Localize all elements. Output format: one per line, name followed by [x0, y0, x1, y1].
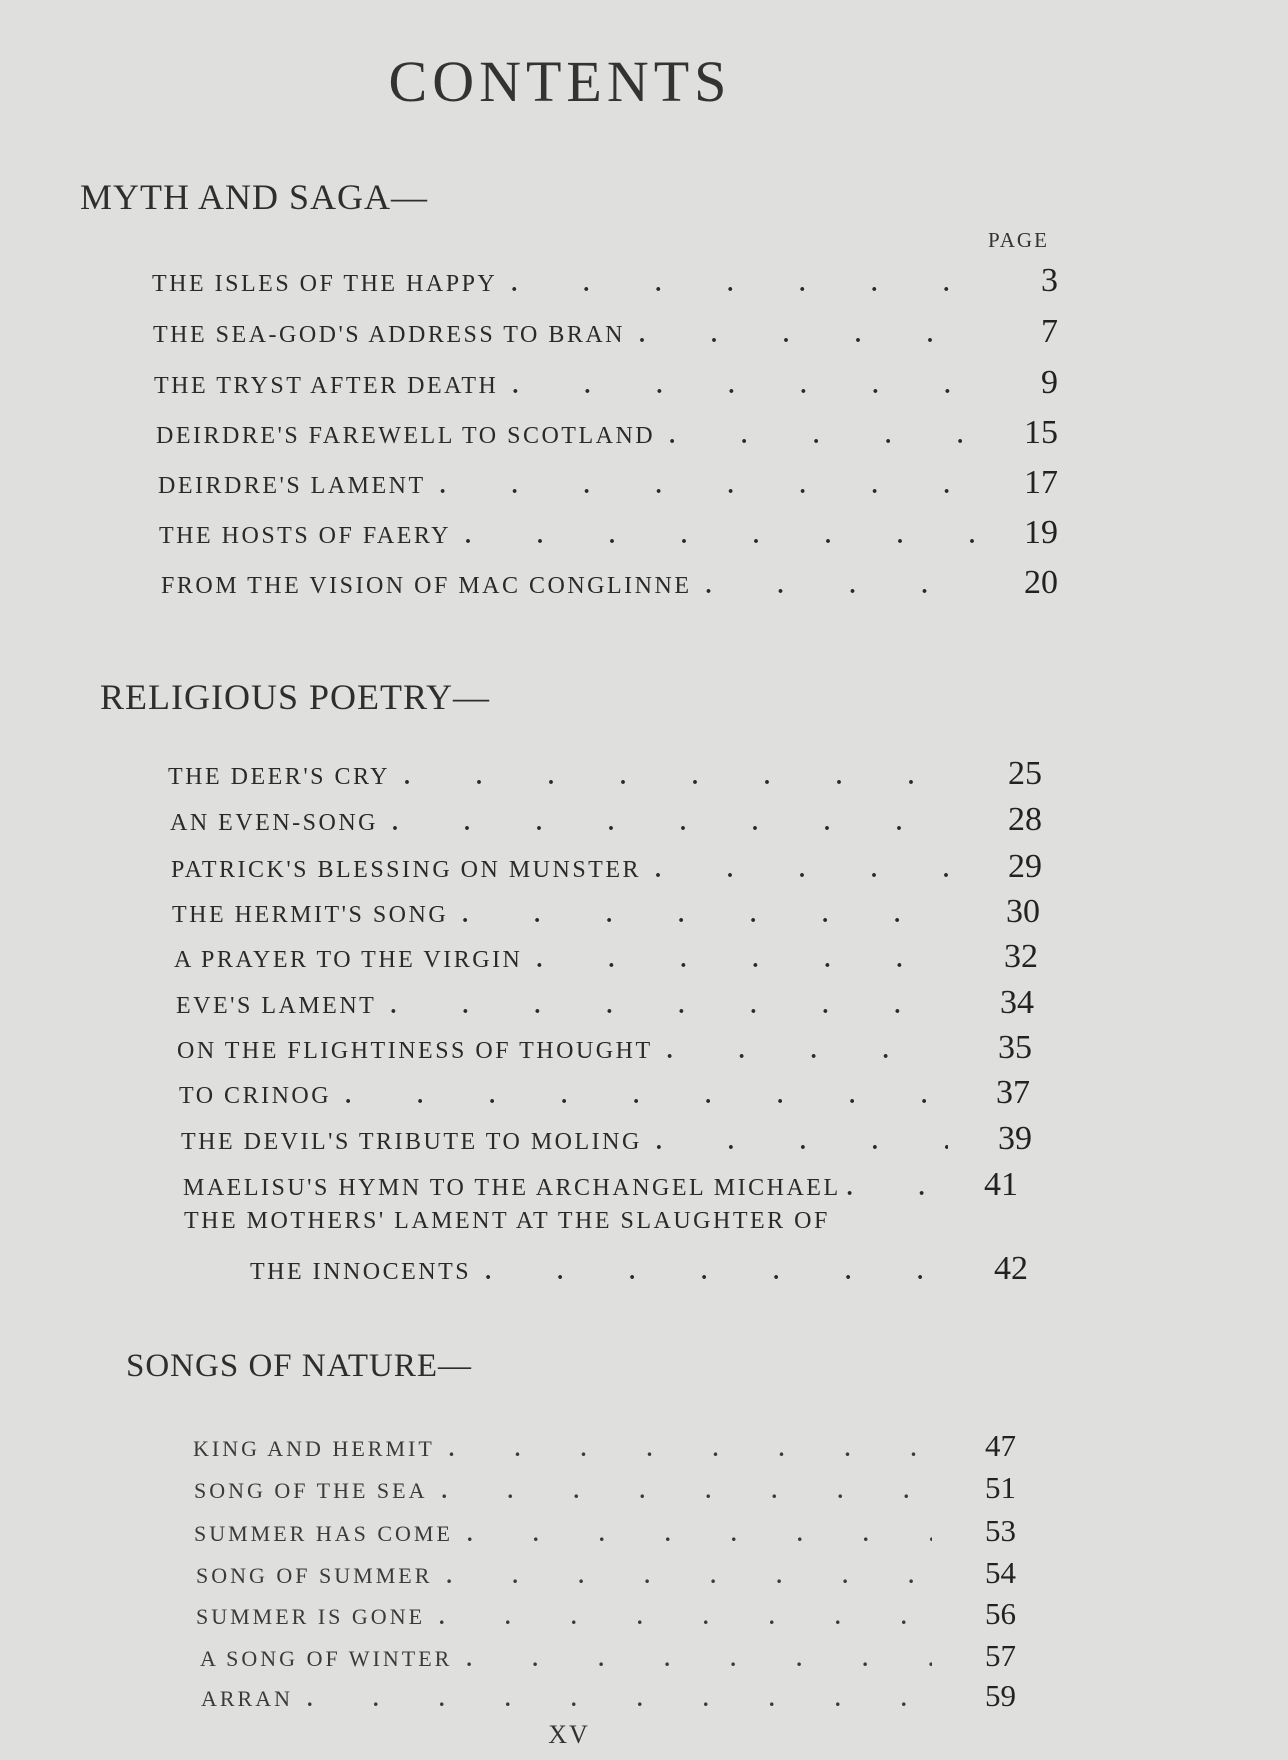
toc-entry[interactable]	[250, 1250, 1028, 1288]
entry-page: 42	[994, 1250, 1028, 1287]
section-heading-myth-and-saga: MYTH AND SAGA—	[80, 177, 429, 217]
dot-leader	[485, 1259, 944, 1286]
dot-leader	[656, 1129, 948, 1156]
entry-page: 7	[1041, 313, 1058, 350]
toc-entry[interactable]	[156, 414, 1058, 452]
toc-entry[interactable]	[153, 313, 1058, 351]
entry-title: A SONG OF WINTER	[200, 1646, 453, 1671]
toc-entry[interactable]	[179, 1074, 1030, 1112]
entry-title: PATRICK'S BLESSING ON MUNSTER	[171, 857, 642, 883]
entry-title-line-2: THE INNOCENTS	[250, 1259, 472, 1285]
dot-leader	[307, 1686, 932, 1712]
entry-page: 3	[1041, 262, 1058, 299]
entry-page: 47	[985, 1428, 1016, 1463]
entry-page: 19	[1024, 514, 1058, 551]
toc-entry[interactable]	[177, 1029, 1032, 1067]
entry-title: FROM THE VISION OF MAC CONGLINNE	[161, 573, 692, 599]
entry-title: THE DEER'S CRY	[168, 764, 391, 790]
entry-page: 34	[1000, 984, 1034, 1021]
dot-leader	[392, 810, 958, 837]
entry-title: SONG OF SUMMER	[196, 1563, 433, 1588]
entry-title: DEIRDRE'S FAREWELL TO SCOTLAND	[156, 423, 656, 449]
section-heading-religious-poetry: RELIGIOUS POETRY—	[100, 677, 491, 717]
entry-title: THE SEA-GOD'S ADDRESS TO BRAN	[153, 322, 625, 348]
entry-page: 29	[1008, 848, 1042, 885]
entry-title: SUMMER IS GONE	[196, 1604, 426, 1629]
dot-leader	[639, 322, 974, 349]
dot-leader	[512, 373, 974, 400]
entry-title: MAELISU'S HYMN TO THE ARCHANGEL MICHAEL	[183, 1175, 841, 1201]
page-title: CONTENTS	[388, 49, 732, 114]
toc-entry[interactable]	[183, 1166, 1018, 1204]
dot-leader	[466, 1646, 932, 1672]
dot-leader	[345, 1083, 946, 1110]
page-column-label: PAGE	[988, 228, 1049, 252]
entry-title: ARRAN	[201, 1686, 294, 1711]
dot-leader	[439, 1604, 932, 1630]
dot-leader	[441, 1478, 932, 1504]
entry-page: 54	[985, 1555, 1016, 1590]
toc-entry[interactable]	[168, 755, 1042, 793]
dot-leader	[390, 993, 950, 1020]
entry-title: ON THE FLIGHTINESS OF THOUGHT	[177, 1038, 653, 1064]
entry-title: A PRAYER TO THE VIRGIN	[174, 947, 523, 973]
entry-page: 25	[1008, 755, 1042, 792]
entry-page: 39	[998, 1120, 1032, 1157]
entry-page: 20	[1024, 564, 1058, 601]
entry-title: AN EVEN-SONG	[170, 810, 378, 836]
toc-entry[interactable]	[174, 938, 1038, 976]
toc-entry[interactable]	[193, 1428, 1016, 1464]
toc-entry[interactable]	[196, 1596, 1016, 1632]
dot-leader	[467, 1521, 932, 1547]
entry-title: SONG OF THE SEA	[194, 1478, 428, 1503]
entry-page: 59	[985, 1678, 1016, 1713]
entry-page: 37	[996, 1074, 1030, 1111]
toc-entry[interactable]	[171, 848, 1042, 886]
entry-title: THE TRYST AFTER DEATH	[154, 373, 499, 399]
entry-page: 57	[985, 1638, 1016, 1673]
dot-leader	[446, 1563, 932, 1589]
toc-entry[interactable]	[194, 1513, 1016, 1549]
dot-leader	[669, 423, 974, 450]
entry-title: TO CRINOG	[179, 1083, 332, 1109]
entry-title: EVE'S LAMENT	[176, 993, 377, 1019]
toc-entry[interactable]	[200, 1638, 1016, 1674]
toc-entry[interactable]	[176, 984, 1034, 1022]
toc-entry[interactable]	[161, 564, 1058, 602]
dot-leader	[847, 1175, 942, 1202]
dot-leader	[705, 573, 974, 600]
toc-entry[interactable]	[194, 1470, 1016, 1506]
dot-leader	[440, 473, 974, 500]
page-folio: XV	[548, 1720, 590, 1749]
entry-page: 51	[985, 1470, 1016, 1505]
entry-page: 28	[1008, 801, 1042, 838]
entry-title: THE HERMIT'S SONG	[172, 902, 449, 928]
entry-title: THE HOSTS OF FAERY	[159, 523, 451, 549]
entry-title: DEIRDRE'S LAMENT	[158, 473, 426, 499]
entry-title: SUMMER HAS COME	[194, 1521, 453, 1546]
toc-entry[interactable]	[181, 1120, 1032, 1158]
entry-page: 41	[984, 1166, 1018, 1203]
entry-page: 15	[1024, 414, 1058, 451]
entry-title: THE DEVIL'S TRIBUTE TO MOLING	[181, 1129, 642, 1155]
toc-entry[interactable]	[172, 893, 1040, 931]
entry-page: 30	[1006, 893, 1040, 930]
section-heading-songs-of-nature: SONGS OF NATURE—	[126, 1348, 473, 1384]
entry-title: KING AND HERMIT	[193, 1436, 435, 1461]
toc-entry[interactable]	[201, 1678, 1016, 1714]
dot-leader	[449, 1436, 932, 1462]
toc-entry[interactable]	[158, 464, 1058, 502]
entry-page: 53	[985, 1513, 1016, 1548]
entry-page: 32	[1004, 938, 1038, 975]
dot-leader	[655, 857, 958, 884]
toc-entry[interactable]	[196, 1555, 1016, 1591]
entry-page: 17	[1024, 464, 1058, 501]
toc-entry[interactable]	[152, 262, 1058, 300]
toc-entry[interactable]	[154, 364, 1058, 402]
toc-entry[interactable]	[159, 514, 1058, 552]
dot-leader	[465, 523, 974, 550]
dot-leader	[536, 947, 954, 974]
entry-title-line-1[interactable]: THE MOTHERS' LAMENT AT THE SLAUGHTER OF	[184, 1208, 830, 1234]
dot-leader	[511, 271, 974, 298]
dot-leader	[462, 902, 956, 929]
toc-entry[interactable]	[170, 801, 1042, 839]
dot-leader	[404, 764, 958, 791]
entry-page: 56	[985, 1596, 1016, 1631]
entry-page: 9	[1041, 364, 1058, 401]
entry-title: THE ISLES OF THE HAPPY	[152, 271, 498, 297]
dot-leader	[667, 1038, 948, 1065]
entry-page: 35	[998, 1029, 1032, 1066]
